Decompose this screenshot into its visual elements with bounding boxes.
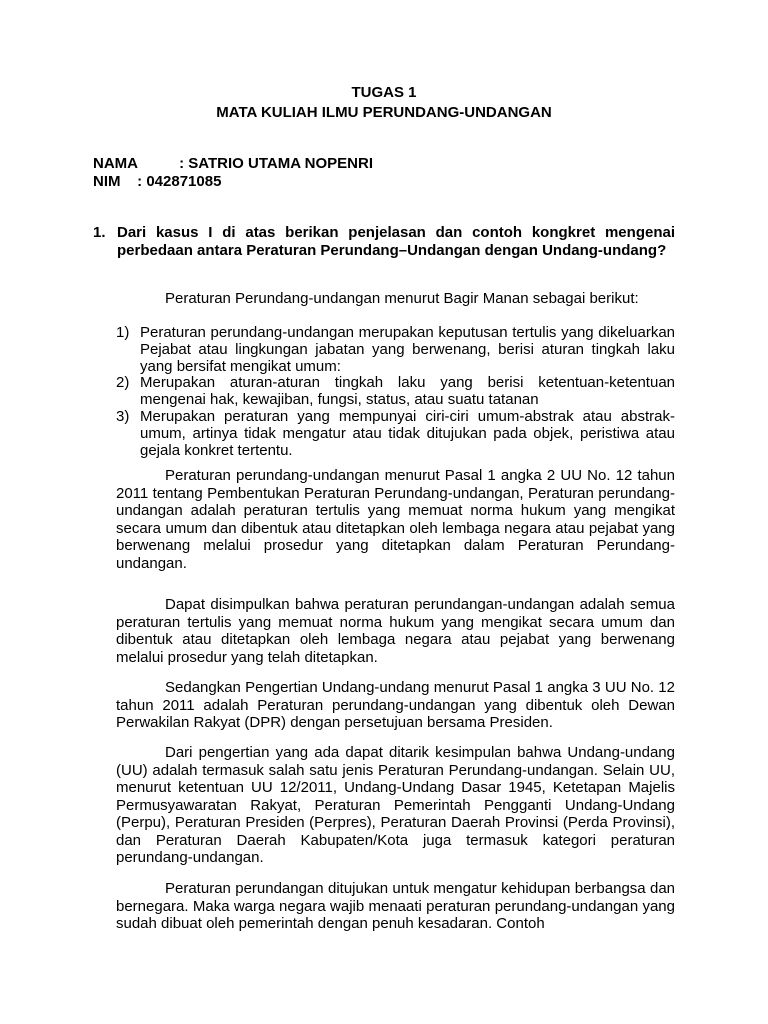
course-title: MATA KULIAH ILMU PERUNDANG-UNDANGAN — [216, 104, 552, 121]
list-marker: 2) — [116, 374, 130, 392]
paragraph-text: Sedangkan Pengertian Undang-undang menurut Pasal 1 angka 3 UU No. 12 tahun 2011 adalah Peraturan perundang-undangan yang dibentuk oleh Dewan Perwakilan Rakyat (DPR) dengan persetujuan bersama Presiden. — [116, 679, 675, 731]
list-marker: 1) — [116, 324, 130, 341]
paragraph-text: Dari pengertian yang ada dapat ditarik kesimpulan bahwa Undang-undang (UU) adalah termasuk salah satu jenis Peraturan Perundang-undangan. Selain UU, menurut ketentuan UU 12/2011, Undang-Undang Dasar 1945, Ketetapan Majelis Permusyawaratan Rakyat, Peraturan Pemerintah Pengganti Undang-Undang (Perpu), Peraturan Presiden (Perpres), Peraturan Daerah Provinsi (Perda Provinsi), dan Peraturan Daerah Kabupaten/Kota juga termasuk kategori peraturan perundang-undangan. — [116, 744, 675, 866]
paragraph — [116, 880, 675, 933]
list-item-text: Merupakan peraturan yang mempunyai ciri-ciri umum-abstrak atau abstrak-umum, artinya tidak mengatur atau tidak ditujukan pada objek, peristiwa atau gejala konkret tertentu. — [140, 407, 675, 459]
question-1 — [93, 224, 675, 259]
definition-list — [116, 325, 675, 459]
paragraph-text: Peraturan perundang-undangan menurut Pasal 1 angka 2 UU No. 12 tahun 2011 tentang Pembentukan Peraturan Perundang-undangan, Peraturan perundang-undangan adalah peraturan tertulis yang memuat norma hukum yang mengikat secara umum dan dibentuk atau ditetapkan oleh lembaga negara atau pejabat yang berwenang melalui prosedur yang ditetapkan dalam Peraturan Perundang-undangan. — [116, 467, 675, 572]
list-item — [116, 325, 675, 375]
paragraph — [116, 679, 675, 732]
paragraph — [116, 596, 675, 666]
list-item — [116, 409, 675, 459]
student-nim: NIM : 042871085 — [93, 173, 222, 190]
list-marker: 3) — [116, 407, 130, 425]
paragraph — [116, 744, 675, 867]
list-item-text: Merupakan aturan-aturan tingkah laku yang berisi ketentuan-ketentuan mengenai hak, kewajiban, fungsi, status, atau suatu tatanan — [140, 374, 675, 409]
list-item-text: Peraturan perundang-undangan merupakan keputusan tertulis yang dikeluarkan Pejabat atau lingkungan jabatan yang berwenang, berisi aturan tingkah laku yang bersifat mengikat umum: — [140, 324, 675, 375]
answer-intro: Peraturan Perundang-undangan menurut Bagir Manan sebagai berikut: — [165, 290, 639, 307]
paragraph-text: Dapat disimpulkan bahwa peraturan perundangan-undangan adalah semua peraturan tertulis yang memuat norma hukum yang mengikat secara umum dan dibentuk atau ditetapkan oleh lembaga negara atau pejabat yang berwenang melalui prosedur yang telah ditetapkan. — [116, 596, 675, 666]
paragraph — [116, 467, 675, 572]
student-name: NAMA : SATRIO UTAMA NOPENRI — [93, 155, 373, 172]
paragraph-text: Peraturan perundangan ditujukan untuk mengatur kehidupan berbangsa dan bernegara. Maka warga negara wajib menaati peraturan perundang-undangan yang sudah dibuat oleh pemerintah dengan penuh kesadaran. Contoh — [116, 880, 675, 932]
document-title: TUGAS 1 — [351, 84, 417, 101]
question-text: Dari kasus I di atas berikan penjelasan dan contoh kongkret mengenai perbedaan antara Peraturan Perundang–Undangan dengan Undang-undang? — [117, 224, 675, 259]
question-number: 1. — [93, 224, 106, 241]
list-item — [116, 375, 675, 409]
